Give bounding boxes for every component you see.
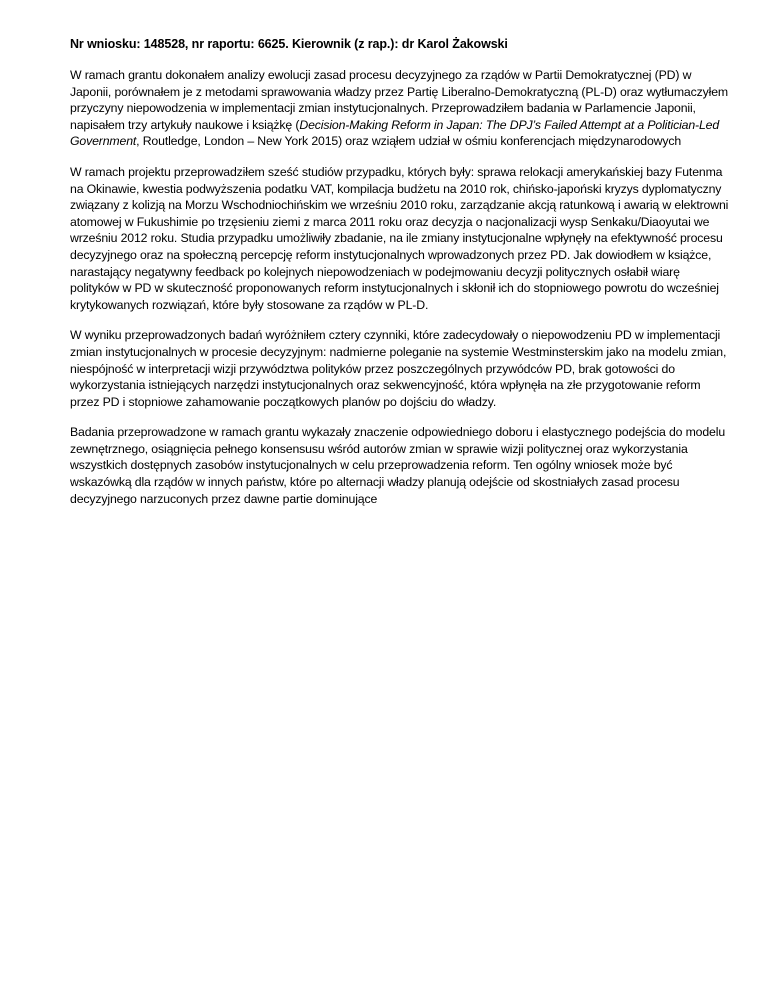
book-title: Decision-Making Reform in Japan: The DPJ’s Failed Attempt at a Politician-Led Government (70, 117, 720, 149)
paragraph-3: W wyniku przeprowadzonych badań wyróżniłem cztery czynniki, które zadecydowały o niepowodzeniu PD w implementacji zmian instytucjonalnych w procesie decyzyjnym: nadmierne poleganie na systemie Westminsterskim jako na modelu zmian, niespójność w interpretacji wizji przywództwa polityków przez poszczególnych przywódców PD, brak gotowości do wykorzystania istniejących narzędzi instytucjonalnych oraz sekwencyjność, która wpłynęła na złe przygotowanie reform przez PD i stopniowe zahamowanie początkowych planów po dojściu do władzy. (70, 328, 727, 409)
document-page (70, 36, 730, 521)
paragraph-1-text-before: W ramach grantu dokonałem analizy ewolucji zasad procesu decyzyjnego za rządów w Partii Demokratycznej (PD) w Japonii, porównałem je z metodami sprawowania władzy przez Partię Liberalno-Demokratyczną (PL-D) oraz wytłumaczyłem przyczyny niepowodzenia w implementacji zmian instytucjonalnych. Przeprowadziłem badania w Parlamencie Japonii, napisałem trzy artykuły naukowe i książkę ( (70, 68, 728, 132)
paragraph-1-text-after: , Routledge, London – New York 2015) oraz wziąłem udział w ośmiu konferencjach międzynarodowych (136, 134, 682, 149)
report-heading: Nr wniosku: 148528, nr raportu: 6625. Kierownik (z rap.): dr Karol Żakowski (70, 37, 508, 51)
paragraph-2: W ramach projektu przeprowadziłem sześć studiów przypadku, których były: sprawa relokacji amerykańskiej bazy Futenma na Okinawie, kwestia podwyższenia podatku VAT, kompilacja budżetu na 2010 rok, chińsko-japoński kryzys dyplomatyczny związany z kolizją na Morzu Wschodniochińskim we wrześniu 2010 roku, zarządzanie akcją ratunkową i awarią w elektrowni atomowej w Fukushimie po trzęsieniu ziemi z marca 2011 roku oraz decyzja o nacjonalizacji wysp Senkaku/Diaoyutai we wrześniu 2012 roku. Studia przypadku umożliwiły zbadanie, na ile zmiany instytucjonalne wpłynęły na efektywność procesu decyzyjnego oraz na społeczną percepcję reform instytucjonalnych wprowadzonych przez PD. Jak dowiodłem w książce, narastający negatywny feedback po kolejnych niepowodzeniach w podejmowaniu decyzji politycznych osłabił wiarę polityków w PD w skuteczność proponowanych reform instytucjonalnych i skłonił ich do stopniowego powrotu do wcześniej krytykowanych rozwiązań, które były stosowane za rządów w PL-D. (70, 164, 729, 312)
paragraph-1 (70, 67, 730, 150)
paragraph-4: Badania przeprowadzone w ramach grantu wykazały znaczenie odpowiedniego doboru i elastycznego podejścia do modelu zewnętrznego, osiągnięcia pełnego konsensusu wśród autorów zmian w sprawie wizji politycznej oraz wykorzystania wszystkich dostępnych zasobów instytucjonalnych w celu przeprowadzenia reform. Ten ogólny wniosek może być wskazówką dla rządów w innych państw, które po alternacji władzy planują odejście od skostniałych zasad procesu decyzyjnego narzuconych przez dawne partie dominujące (70, 425, 726, 506)
